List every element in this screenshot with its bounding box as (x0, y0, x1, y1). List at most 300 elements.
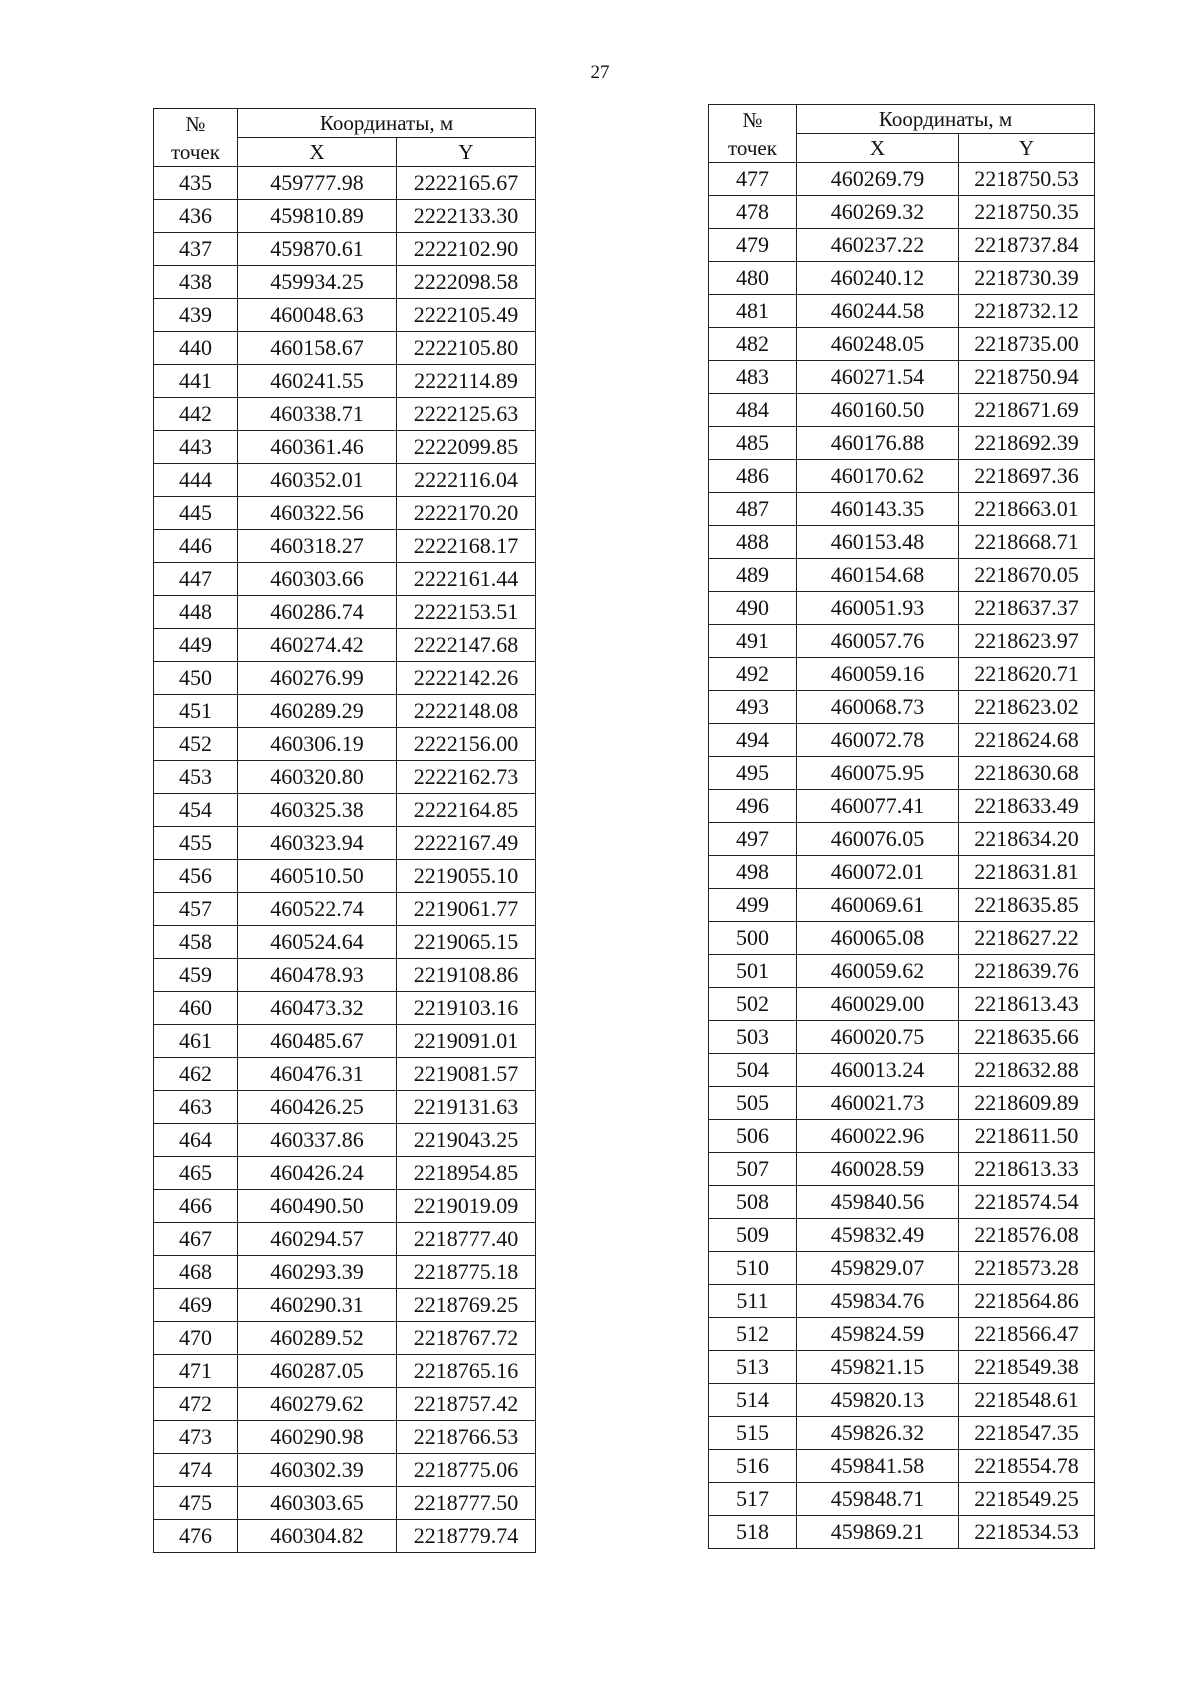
y-coordinate-cell: 2218534.53 (959, 1516, 1095, 1549)
coordinates-table-right (708, 104, 1095, 1549)
y-coordinate-cell: 2219055.10 (397, 860, 536, 893)
y-coordinate-cell: 2222133.30 (397, 200, 536, 233)
table-row (709, 691, 1095, 724)
point-number-cell: 505 (709, 1087, 797, 1120)
x-coordinate-cell: 460318.27 (238, 530, 397, 563)
x-coordinate-cell: 460158.67 (238, 332, 397, 365)
point-number-cell: 480 (709, 262, 797, 295)
point-number-cell: 507 (709, 1153, 797, 1186)
y-coordinate-cell: 2218775.18 (397, 1256, 536, 1289)
y-coordinate-cell: 2222170.20 (397, 497, 536, 530)
table-row (154, 1190, 536, 1223)
point-number-cell: 473 (154, 1421, 238, 1454)
y-coordinate-cell: 2218765.16 (397, 1355, 536, 1388)
table-row (709, 526, 1095, 559)
point-number-cell: 441 (154, 365, 238, 398)
point-number-cell: 497 (709, 823, 797, 856)
point-number-cell: 514 (709, 1384, 797, 1417)
x-coordinate-cell: 460304.82 (238, 1520, 397, 1553)
right-table-body (709, 163, 1095, 1549)
table-row (154, 1025, 536, 1058)
x-coordinate-cell: 460013.24 (797, 1054, 959, 1087)
y-coordinate-cell: 2218668.71 (959, 526, 1095, 559)
x-coordinate-cell: 460426.24 (238, 1157, 397, 1190)
table-row (709, 1054, 1095, 1087)
x-coordinate-cell: 460048.63 (238, 299, 397, 332)
point-number-cell: 516 (709, 1450, 797, 1483)
y-coordinate-cell: 2218777.40 (397, 1223, 536, 1256)
x-coordinate-cell: 459841.58 (797, 1450, 959, 1483)
y-coordinate-cell: 2218737.84 (959, 229, 1095, 262)
x-coordinate-cell: 459834.76 (797, 1285, 959, 1318)
point-number-cell: 502 (709, 988, 797, 1021)
point-number-cell: 435 (154, 167, 238, 200)
x-coordinate-cell: 460153.48 (797, 526, 959, 559)
x-coordinate-cell: 460051.93 (797, 592, 959, 625)
y-coordinate-cell: 2218623.02 (959, 691, 1095, 724)
point-number-cell: 486 (709, 460, 797, 493)
table-row (709, 1120, 1095, 1153)
x-coordinate-cell: 460320.80 (238, 761, 397, 794)
point-number-cell: 499 (709, 889, 797, 922)
table-row (154, 827, 536, 860)
point-number-cell: 492 (709, 658, 797, 691)
table-row (154, 926, 536, 959)
y-coordinate-cell: 2218779.74 (397, 1520, 536, 1553)
x-coordinate-cell: 459820.13 (797, 1384, 959, 1417)
point-number-cell: 479 (709, 229, 797, 262)
y-coordinate-cell: 2218547.35 (959, 1417, 1095, 1450)
x-coordinate-cell: 460352.01 (238, 464, 397, 497)
table-row (154, 1058, 536, 1091)
x-coordinate-cell: 460426.25 (238, 1091, 397, 1124)
x-coordinate-cell: 460069.61 (797, 889, 959, 922)
x-coordinate-cell: 460325.38 (238, 794, 397, 827)
point-number-cell: 483 (709, 361, 797, 394)
y-coordinate-cell: 2218620.71 (959, 658, 1095, 691)
x-coordinate-cell: 459777.98 (238, 167, 397, 200)
x-coordinate-cell: 460028.59 (797, 1153, 959, 1186)
point-number-cell: 458 (154, 926, 238, 959)
y-coordinate-cell: 2218633.49 (959, 790, 1095, 823)
x-coordinate-cell: 460241.55 (238, 365, 397, 398)
table-row (154, 695, 536, 728)
y-header: Y (959, 134, 1095, 163)
x-coordinate-cell: 460294.57 (238, 1223, 397, 1256)
y-coordinate-cell: 2218697.36 (959, 460, 1095, 493)
table-row (154, 761, 536, 794)
point-number-cell: 490 (709, 592, 797, 625)
point-number-cell: 446 (154, 530, 238, 563)
table-row (154, 431, 536, 464)
y-coordinate-cell: 2222156.00 (397, 728, 536, 761)
x-coordinate-cell: 459829.07 (797, 1252, 959, 1285)
point-number-cell: 494 (709, 724, 797, 757)
point-number-cell: 469 (154, 1289, 238, 1322)
table-row (709, 295, 1095, 328)
y-coordinate-cell: 2218735.00 (959, 328, 1095, 361)
point-number-cell: 442 (154, 398, 238, 431)
y-coordinate-cell: 2218611.50 (959, 1120, 1095, 1153)
table-row (709, 757, 1095, 790)
table-row (154, 1520, 536, 1553)
point-number-cell: 470 (154, 1322, 238, 1355)
point-number-cell: 475 (154, 1487, 238, 1520)
table-row (154, 992, 536, 1025)
y-coordinate-cell: 2218554.78 (959, 1450, 1095, 1483)
x-coordinate-cell: 460478.93 (238, 959, 397, 992)
x-coordinate-cell: 460059.62 (797, 955, 959, 988)
point-number-cell: 460 (154, 992, 238, 1025)
table-row (709, 460, 1095, 493)
table-row (154, 1223, 536, 1256)
y-coordinate-cell: 2218576.08 (959, 1219, 1095, 1252)
table-row (709, 361, 1095, 394)
y-coordinate-cell: 2222162.73 (397, 761, 536, 794)
x-coordinate-cell: 459848.71 (797, 1483, 959, 1516)
x-coordinate-cell: 460021.73 (797, 1087, 959, 1120)
page-number: 27 (590, 62, 610, 83)
point-number-header (154, 109, 238, 167)
table-row (154, 1421, 536, 1454)
point-number-cell: 500 (709, 922, 797, 955)
point-number-cell: 453 (154, 761, 238, 794)
x-coordinate-cell: 460022.96 (797, 1120, 959, 1153)
point-number-cell: 464 (154, 1124, 238, 1157)
y-coordinate-cell: 2218769.25 (397, 1289, 536, 1322)
point-number-cell: 503 (709, 1021, 797, 1054)
y-coordinate-cell: 2218750.35 (959, 196, 1095, 229)
y-coordinate-cell: 2219091.01 (397, 1025, 536, 1058)
point-number-cell: 485 (709, 427, 797, 460)
point-number-cell: 477 (709, 163, 797, 196)
point-number-cell: 491 (709, 625, 797, 658)
point-number-cell: 462 (154, 1058, 238, 1091)
y-coordinate-cell: 2219019.09 (397, 1190, 536, 1223)
x-coordinate-cell: 459934.25 (238, 266, 397, 299)
point-number-cell: 440 (154, 332, 238, 365)
table-row (709, 163, 1095, 196)
x-coordinate-cell: 460271.54 (797, 361, 959, 394)
y-coordinate-cell: 2218609.89 (959, 1087, 1095, 1120)
table-row (709, 790, 1095, 823)
table-row (709, 724, 1095, 757)
y-coordinate-cell: 2218613.33 (959, 1153, 1095, 1186)
y-coordinate-cell: 2222125.63 (397, 398, 536, 431)
y-coordinate-cell: 2218627.22 (959, 922, 1095, 955)
point-number-cell: 438 (154, 266, 238, 299)
y-coordinate-cell: 2222099.85 (397, 431, 536, 464)
table-row (154, 959, 536, 992)
number-sign-label: № (742, 107, 763, 132)
x-coordinate-cell: 460020.75 (797, 1021, 959, 1054)
x-coordinate-cell: 460274.42 (238, 629, 397, 662)
x-coordinate-cell: 460170.62 (797, 460, 959, 493)
point-number-cell: 454 (154, 794, 238, 827)
table-row (154, 497, 536, 530)
point-number-cell: 461 (154, 1025, 238, 1058)
x-coordinate-cell: 460473.32 (238, 992, 397, 1025)
point-number-cell: 448 (154, 596, 238, 629)
y-coordinate-cell: 2218766.53 (397, 1421, 536, 1454)
point-number-cell: 511 (709, 1285, 797, 1318)
point-number-cell: 498 (709, 856, 797, 889)
table-row (709, 427, 1095, 460)
point-number-cell: 449 (154, 629, 238, 662)
y-coordinate-cell: 2218635.85 (959, 889, 1095, 922)
table-row (709, 955, 1095, 988)
table-row (709, 1450, 1095, 1483)
table-row (709, 1384, 1095, 1417)
table-row (154, 1091, 536, 1124)
x-coordinate-cell: 460276.99 (238, 662, 397, 695)
y-coordinate-cell: 2218573.28 (959, 1252, 1095, 1285)
y-coordinate-cell: 2218630.68 (959, 757, 1095, 790)
point-number-cell: 444 (154, 464, 238, 497)
table-row (154, 629, 536, 662)
table-row (154, 893, 536, 926)
x-coordinate-cell: 460361.46 (238, 431, 397, 464)
x-header: X (238, 138, 397, 167)
x-coordinate-cell: 460337.86 (238, 1124, 397, 1157)
y-coordinate-cell: 2222165.67 (397, 167, 536, 200)
point-number-cell: 513 (709, 1351, 797, 1384)
x-coordinate-cell: 460303.66 (238, 563, 397, 596)
y-coordinate-cell: 2222161.44 (397, 563, 536, 596)
point-number-cell: 450 (154, 662, 238, 695)
y-coordinate-cell: 2222153.51 (397, 596, 536, 629)
y-coordinate-cell: 2218670.05 (959, 559, 1095, 592)
table-row (709, 1516, 1095, 1549)
y-coordinate-cell: 2218564.86 (959, 1285, 1095, 1318)
x-coordinate-cell: 460269.32 (797, 196, 959, 229)
point-number-cell: 463 (154, 1091, 238, 1124)
x-coordinate-cell: 460303.65 (238, 1487, 397, 1520)
x-coordinate-cell: 460248.05 (797, 328, 959, 361)
x-coordinate-cell: 460072.01 (797, 856, 959, 889)
x-coordinate-cell: 460059.16 (797, 658, 959, 691)
point-number-cell: 493 (709, 691, 797, 724)
table-row (154, 1322, 536, 1355)
y-coordinate-cell: 2218775.06 (397, 1454, 536, 1487)
table-row (709, 1153, 1095, 1186)
x-coordinate-cell: 459824.59 (797, 1318, 959, 1351)
x-coordinate-cell: 460490.50 (238, 1190, 397, 1223)
y-coordinate-cell: 2222148.08 (397, 695, 536, 728)
point-number-cell: 510 (709, 1252, 797, 1285)
x-coordinate-cell: 460306.19 (238, 728, 397, 761)
point-number-cell: 481 (709, 295, 797, 328)
point-number-cell: 451 (154, 695, 238, 728)
x-coordinate-cell: 460289.29 (238, 695, 397, 728)
table-row (709, 823, 1095, 856)
table-row (709, 1285, 1095, 1318)
point-number-cell: 474 (154, 1454, 238, 1487)
x-coordinate-cell: 460057.76 (797, 625, 959, 658)
table-row (709, 328, 1095, 361)
y-coordinate-cell: 2218671.69 (959, 394, 1095, 427)
y-coordinate-cell: 2219065.15 (397, 926, 536, 959)
x-header: X (797, 134, 959, 163)
table-row (154, 860, 536, 893)
point-number-cell: 488 (709, 526, 797, 559)
y-coordinate-cell: 2218750.94 (959, 361, 1095, 394)
table-row (709, 1219, 1095, 1252)
table-row (709, 592, 1095, 625)
left-table-body (154, 167, 536, 1553)
point-number-cell: 436 (154, 200, 238, 233)
x-coordinate-cell: 460160.50 (797, 394, 959, 427)
point-number-cell: 437 (154, 233, 238, 266)
table-row (709, 229, 1095, 262)
table-row (154, 728, 536, 761)
point-number-cell: 466 (154, 1190, 238, 1223)
x-coordinate-cell: 460524.64 (238, 926, 397, 959)
x-coordinate-cell: 460237.22 (797, 229, 959, 262)
x-coordinate-cell: 460279.62 (238, 1388, 397, 1421)
x-coordinate-cell: 460076.05 (797, 823, 959, 856)
y-coordinate-cell: 2218757.42 (397, 1388, 536, 1421)
point-number-cell: 504 (709, 1054, 797, 1087)
point-number-cell: 501 (709, 955, 797, 988)
y-coordinate-cell: 2218549.38 (959, 1351, 1095, 1384)
table-row (154, 1454, 536, 1487)
table-row (154, 596, 536, 629)
point-number-cell: 472 (154, 1388, 238, 1421)
y-coordinate-cell: 2218624.68 (959, 724, 1095, 757)
table-row (709, 625, 1095, 658)
point-number-cell: 478 (709, 196, 797, 229)
table-row (709, 922, 1095, 955)
x-coordinate-cell: 460476.31 (238, 1058, 397, 1091)
x-coordinate-cell: 460289.52 (238, 1322, 397, 1355)
table-row (709, 889, 1095, 922)
x-coordinate-cell: 460302.39 (238, 1454, 397, 1487)
table-row (709, 1417, 1095, 1450)
y-coordinate-cell: 2218634.20 (959, 823, 1095, 856)
table-row (709, 1318, 1095, 1351)
x-coordinate-cell: 460077.41 (797, 790, 959, 823)
point-number-cell: 452 (154, 728, 238, 761)
x-coordinate-cell: 460338.71 (238, 398, 397, 431)
point-number-cell: 496 (709, 790, 797, 823)
table-row (154, 299, 536, 332)
table-row (709, 1483, 1095, 1516)
x-coordinate-cell: 460072.78 (797, 724, 959, 757)
y-coordinate-cell: 2218613.43 (959, 988, 1095, 1021)
table-row (154, 167, 536, 200)
y-coordinate-cell: 2219043.25 (397, 1124, 536, 1157)
table-row (709, 856, 1095, 889)
point-number-cell: 465 (154, 1157, 238, 1190)
y-coordinate-cell: 2218566.47 (959, 1318, 1095, 1351)
table-row (154, 233, 536, 266)
x-coordinate-cell: 460322.56 (238, 497, 397, 530)
y-coordinate-cell: 2218623.97 (959, 625, 1095, 658)
table-row (154, 1289, 536, 1322)
table-row (154, 365, 536, 398)
table-row (709, 1252, 1095, 1285)
y-coordinate-cell: 2218750.53 (959, 163, 1095, 196)
point-number-cell: 457 (154, 893, 238, 926)
x-coordinate-cell: 460485.67 (238, 1025, 397, 1058)
table-row (709, 1087, 1095, 1120)
point-number-cell: 489 (709, 559, 797, 592)
table-row (154, 1157, 536, 1190)
point-number-cell: 467 (154, 1223, 238, 1256)
coordinates-table-left (153, 108, 536, 1553)
table-row (154, 563, 536, 596)
y-coordinate-cell: 2222105.80 (397, 332, 536, 365)
table-row (709, 493, 1095, 526)
y-coordinate-cell: 2218954.85 (397, 1157, 536, 1190)
point-number-cell: 445 (154, 497, 238, 530)
point-number-cell: 495 (709, 757, 797, 790)
y-coordinate-cell: 2218639.76 (959, 955, 1095, 988)
point-number-cell: 476 (154, 1520, 238, 1553)
coordinates-header: Координаты, м (797, 105, 1095, 134)
y-coordinate-cell: 2219061.77 (397, 893, 536, 926)
x-coordinate-cell: 460240.12 (797, 262, 959, 295)
table-row (709, 658, 1095, 691)
x-coordinate-cell: 460269.79 (797, 163, 959, 196)
y-coordinate-cell: 2218663.01 (959, 493, 1095, 526)
points-label: точек (728, 135, 777, 160)
point-number-cell: 468 (154, 1256, 238, 1289)
points-label: точек (171, 139, 220, 164)
y-coordinate-cell: 2218549.25 (959, 1483, 1095, 1516)
y-coordinate-cell: 2218732.12 (959, 295, 1095, 328)
y-header: Y (397, 138, 536, 167)
y-coordinate-cell: 2222168.17 (397, 530, 536, 563)
y-coordinate-cell: 2222116.04 (397, 464, 536, 497)
x-coordinate-cell: 459840.56 (797, 1186, 959, 1219)
point-number-cell: 447 (154, 563, 238, 596)
point-number-cell: 506 (709, 1120, 797, 1153)
y-coordinate-cell: 2218777.50 (397, 1487, 536, 1520)
x-coordinate-cell: 460290.31 (238, 1289, 397, 1322)
x-coordinate-cell: 460244.58 (797, 295, 959, 328)
y-coordinate-cell: 2218635.66 (959, 1021, 1095, 1054)
table-row (154, 1388, 536, 1421)
x-coordinate-cell: 460522.74 (238, 893, 397, 926)
point-number-cell: 439 (154, 299, 238, 332)
table-row (709, 988, 1095, 1021)
number-sign-label: № (185, 111, 206, 136)
point-number-header (709, 105, 797, 163)
y-coordinate-cell: 2222105.49 (397, 299, 536, 332)
x-coordinate-cell: 460290.98 (238, 1421, 397, 1454)
y-coordinate-cell: 2218730.39 (959, 262, 1095, 295)
table-row (154, 662, 536, 695)
point-number-cell: 443 (154, 431, 238, 464)
y-coordinate-cell: 2218574.54 (959, 1186, 1095, 1219)
y-coordinate-cell: 2218767.72 (397, 1322, 536, 1355)
x-coordinate-cell: 460323.94 (238, 827, 397, 860)
point-number-cell: 512 (709, 1318, 797, 1351)
table-row (154, 200, 536, 233)
point-number-cell: 517 (709, 1483, 797, 1516)
point-number-cell: 459 (154, 959, 238, 992)
x-coordinate-cell: 460287.05 (238, 1355, 397, 1388)
x-coordinate-cell: 459810.89 (238, 200, 397, 233)
y-coordinate-cell: 2222147.68 (397, 629, 536, 662)
table-row (154, 332, 536, 365)
x-coordinate-cell: 459870.61 (238, 233, 397, 266)
point-number-cell: 487 (709, 493, 797, 526)
point-number-cell: 509 (709, 1219, 797, 1252)
point-number-cell: 508 (709, 1186, 797, 1219)
